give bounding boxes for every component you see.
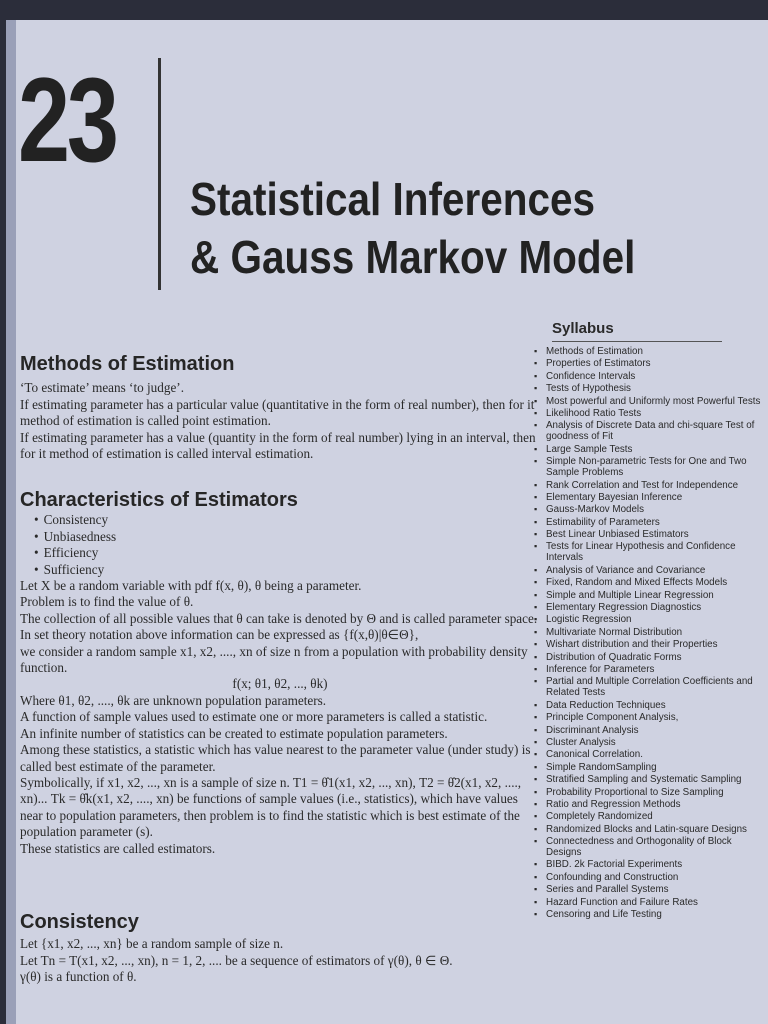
char-para: we consider a random sample x1, x2, ...., xn of size n from a population with probability density function. xyxy=(20,643,528,676)
syllabus-box xyxy=(532,320,768,921)
syllabus-item: ▪ Stratified Sampling and Systematic Sampling xyxy=(532,774,768,785)
syllabus-item: ▪ Simple Non-parametric Tests for One and Two Sample Problems xyxy=(532,456,768,478)
syllabus-item: ▪ BIBD. 2k Factorial Experiments xyxy=(532,859,768,870)
characteristics-section xyxy=(20,489,540,857)
list-item: • Efficiency xyxy=(34,545,540,561)
syllabus-item: ▪ Rank Correlation and Test for Independence xyxy=(532,480,768,491)
consistency-section xyxy=(20,911,540,986)
syllabus-item: ▪ Elementary Regression Diagnostics xyxy=(532,602,768,613)
syllabus-item: ▪ Partial and Multiple Correlation Coefficients and Related Tests xyxy=(532,676,768,698)
consistency-line: Let {x1, x2, ..., xn} be a random sample of size n. xyxy=(20,936,284,952)
chapter-divider xyxy=(158,58,161,290)
syllabus-item: ▪ Series and Parallel Systems xyxy=(532,884,768,895)
methods-para: If estimating parameter has a value (quantity in the form of real number) lying in an interval, then for it method of estimation is called interval estimation. xyxy=(20,429,536,462)
syllabus-item: ▪ Gauss-Markov Models xyxy=(532,504,768,515)
list-item: • Sufficiency xyxy=(34,562,540,578)
char-para: Among these statistics, a statistic which has value nearest to the parameter value (under study) is called best estimate of the parameter. xyxy=(20,742,531,774)
syllabus-item: ▪ Multivariate Normal Distribution xyxy=(532,627,768,638)
syllabus-item: ▪ Simple RandomSampling xyxy=(532,762,768,773)
char-para: A function of sample values used to estimate one or more parameters is called a statistic. xyxy=(20,709,488,725)
consistency-line: γ(θ) is a function of θ. xyxy=(20,969,137,985)
chapter-title xyxy=(190,170,635,286)
syllabus-item: ▪ Distribution of Quadratic Forms xyxy=(532,652,768,663)
char-para: In set theory notation above information can be expressed as {f(x,θ)|θ∈Θ}, xyxy=(20,627,419,643)
syllabus-item: ▪ Completely Randomized xyxy=(532,811,768,822)
syllabus-item: ▪ Large Sample Tests xyxy=(532,444,768,455)
syllabus-item: ▪ Confidence Intervals xyxy=(532,371,768,382)
syllabus-item: ▪ Principle Component Analysis, xyxy=(532,712,768,723)
syllabus-item: ▪ Confounding and Construction xyxy=(532,872,768,883)
syllabus-item: ▪ Properties of Estimators xyxy=(532,358,768,369)
syllabus-item: ▪ Connectedness and Orthogonality of Block Designs xyxy=(532,836,768,858)
syllabus-item: ▪ Canonical Correlation. xyxy=(532,749,768,760)
methods-heading: Methods of Estimation xyxy=(20,353,235,375)
syllabus-item: ▪ Discriminant Analysis xyxy=(532,725,768,736)
syllabus-item: ▪ Censoring and Life Testing xyxy=(532,909,768,920)
syllabus-item: ▪ Hazard Function and Failure Rates xyxy=(532,897,768,908)
char-para: Problem is to find the value of θ. xyxy=(20,594,194,610)
consistency-heading: Consistency xyxy=(20,911,139,933)
methods-section xyxy=(20,353,540,462)
char-para: Where θ1, θ2, ...., θk are unknown population parameters. xyxy=(20,692,327,708)
char-para: Let X be a random variable with pdf f(x, θ), θ being a parameter. xyxy=(20,578,362,594)
syllabus-item: ▪ Logistic Regression xyxy=(532,614,768,625)
syllabus-item: ▪ Fixed, Random and Mixed Effects Models xyxy=(532,577,768,588)
syllabus-item: ▪ Most powerful and Uniformly most Powerful Tests xyxy=(532,396,768,407)
list-item: • Unbiasedness xyxy=(34,529,540,545)
syllabus-item: ▪ Cluster Analysis xyxy=(532,737,768,748)
char-para: The collection of all possible values that θ can take is denoted by Θ and is called parameter space. xyxy=(20,610,538,626)
methods-para: If estimating parameter has a particular value (quantitative in the form of real number), then for it method of estimation is called point estimation. xyxy=(20,396,535,429)
book-page xyxy=(6,20,768,1024)
syllabus-item: ▪ Likelihood Ratio Tests xyxy=(532,408,768,419)
syllabus-item: ▪ Ratio and Regression Methods xyxy=(532,799,768,810)
syllabus-item: ▪ Analysis of Variance and Covariance xyxy=(532,565,768,576)
syllabus-item: ▪ Elementary Bayesian Inference xyxy=(532,492,768,503)
syllabus-item: ▪ Best Linear Unbiased Estimators xyxy=(532,529,768,540)
syllabus-item: ▪ Estimability of Parameters xyxy=(532,517,768,528)
syllabus-item: ▪ Wishart distribution and their Properties xyxy=(532,639,768,650)
consistency-line: Let Tn = T(x1, x2, ..., xn), n = 1, 2, .... be a sequence of estimators of γ(θ), θ ∈ Θ. xyxy=(20,952,453,968)
syllabus-item: ▪ Data Reduction Techniques xyxy=(532,700,768,711)
syllabus-item: ▪ Methods of Estimation xyxy=(532,346,768,357)
syllabus-item: ▪ Probability Proportional to Size Sampling xyxy=(532,787,768,798)
char-para: Symbolically, if x1, x2, ..., xn is a sample of size n. T1 = θ̂1(x1, x2, ..., xn), T2 = θ̂2(x1, x2, ...., xn)... Tk = θ̂k(x1, x2, ...., xn) be functions of sample values (i.e., statistics), which have values near to population parameters, then problem is to find the statistic which is best estimate of the population parameter (s). xyxy=(20,774,522,840)
pdf-formula: f(x; θ1, θ2, ..., θk) xyxy=(232,676,328,692)
methods-para: ‘To estimate’ means ‘to judge’. xyxy=(20,380,184,396)
list-item: • Consistency xyxy=(34,512,540,528)
characteristics-list xyxy=(20,512,540,578)
char-para: An infinite number of statistics can be created to estimate population parameters. xyxy=(20,725,448,741)
syllabus-item: ▪ Tests for Linear Hypothesis and Confidence Intervals xyxy=(532,541,768,563)
syllabus-item: ▪ Simple and Multiple Linear Regression xyxy=(532,590,768,601)
char-para: These statistics are called estimators. xyxy=(20,840,216,856)
syllabus-heading: Syllabus xyxy=(552,320,722,342)
syllabus-item: ▪ Randomized Blocks and Latin-square Designs xyxy=(532,824,768,835)
chapter-title-line1: Statistical Inferences xyxy=(190,173,595,225)
characteristics-heading: Characteristics of Estimators xyxy=(20,489,298,511)
page-spine-shadow xyxy=(6,20,16,1024)
chapter-title-line2: & Gauss Markov Model xyxy=(190,231,636,283)
chapter-number: 23 xyxy=(18,53,116,187)
syllabus-list xyxy=(532,346,768,920)
syllabus-item: ▪ Tests of Hypothesis xyxy=(532,383,768,394)
syllabus-item: ▪ Inference for Parameters xyxy=(532,664,768,675)
syllabus-item: ▪ Analysis of Discrete Data and chi-square Test of goodness of Fit xyxy=(532,420,768,442)
